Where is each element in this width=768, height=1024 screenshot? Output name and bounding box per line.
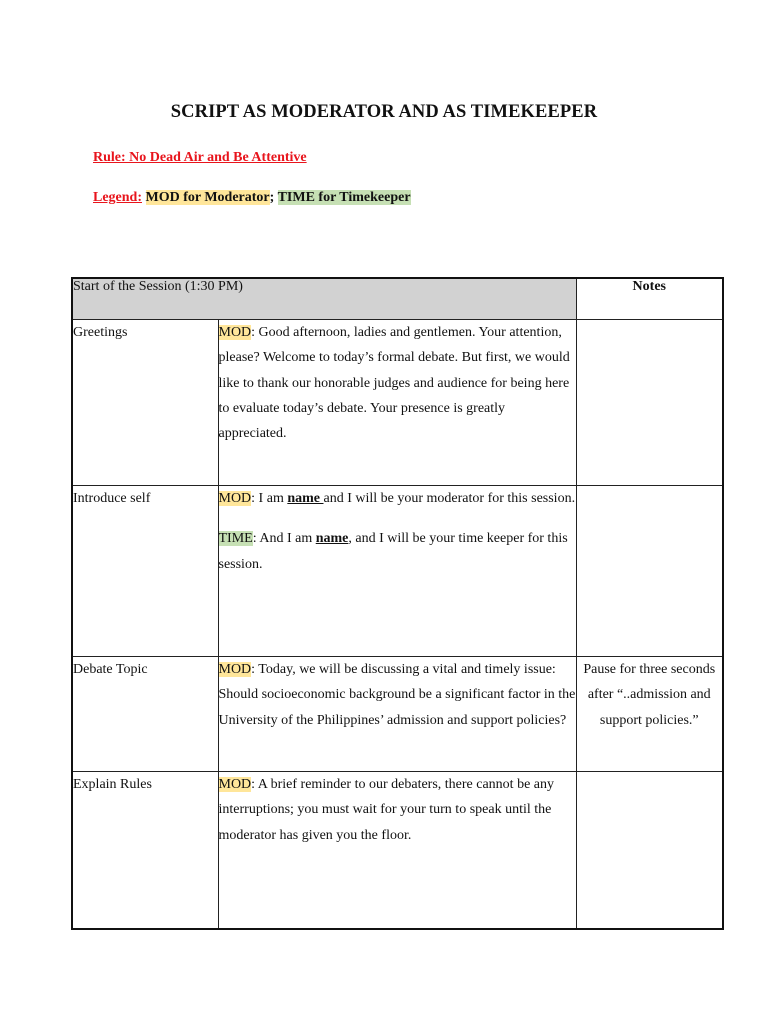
notes-cell xyxy=(576,320,723,486)
session-header: Start of the Session (1:30 PM) xyxy=(72,278,576,320)
script-cell xyxy=(218,320,576,486)
rule-line: Rule: No Dead Air and Be Attentive xyxy=(93,150,307,165)
table-header-row xyxy=(72,278,723,320)
notes-cell xyxy=(576,772,723,929)
mod-tag: MOD xyxy=(218,777,252,792)
script-text: and I will be your moderator for this session. xyxy=(323,491,576,506)
segment-cell: Debate Topic xyxy=(72,657,218,772)
legend-mod: MOD for Moderator xyxy=(145,190,270,205)
table-row xyxy=(72,657,723,772)
mod-tag: MOD xyxy=(218,325,252,340)
segment-cell: Introduce self xyxy=(72,486,218,657)
table-row xyxy=(72,320,723,486)
script-text: : Good afternoon, ladies and gentlemen. Your attention, please? Welcome to today’s formal debate. But first, we would like to thank our honorable judges and audience for being here to evaluate today’s debate. Your presence is greatly appreciated. xyxy=(218,325,570,442)
notes-header: Notes xyxy=(576,278,723,320)
notes-cell xyxy=(576,486,723,657)
legend-label: Legend: xyxy=(93,190,142,205)
table-row xyxy=(72,486,723,657)
segment-cell: Greetings xyxy=(72,320,218,486)
script-text: , and I will be your time keeper for this session. xyxy=(218,531,568,572)
legend-time: TIME for Timekeeper xyxy=(277,190,411,205)
mod-tag: MOD xyxy=(218,491,252,506)
script-text: : A brief reminder to our debaters, there cannot be any interruptions; you must wait for your turn to speak until the moderator has given you the floor. xyxy=(218,777,555,843)
script-cell xyxy=(218,772,576,929)
script-text: : I am xyxy=(251,491,288,506)
script-table xyxy=(71,277,724,930)
script-text: : And I am xyxy=(252,531,316,547)
table-row xyxy=(72,772,723,929)
notes-cell: Pause for three seconds after “..admission and support policies.” xyxy=(576,657,723,772)
page-title: SCRIPT AS MODERATOR AND AS TIMEKEEPER xyxy=(170,102,598,122)
name-placeholder: name xyxy=(315,531,349,547)
segment-cell: Explain Rules xyxy=(72,772,218,929)
script-cell xyxy=(218,486,576,657)
legend-separator: ; xyxy=(269,190,275,205)
mod-tag: MOD xyxy=(218,662,252,677)
name-placeholder: name xyxy=(287,491,324,506)
script-text: : Today, we will be discussing a vital and timely issue: Should socioeconomic background be a significant factor in the University of the Philippines’ admission and support policies? xyxy=(218,662,576,728)
script-cell xyxy=(218,657,576,772)
legend-line xyxy=(93,190,411,206)
time-tag: TIME xyxy=(218,531,253,547)
